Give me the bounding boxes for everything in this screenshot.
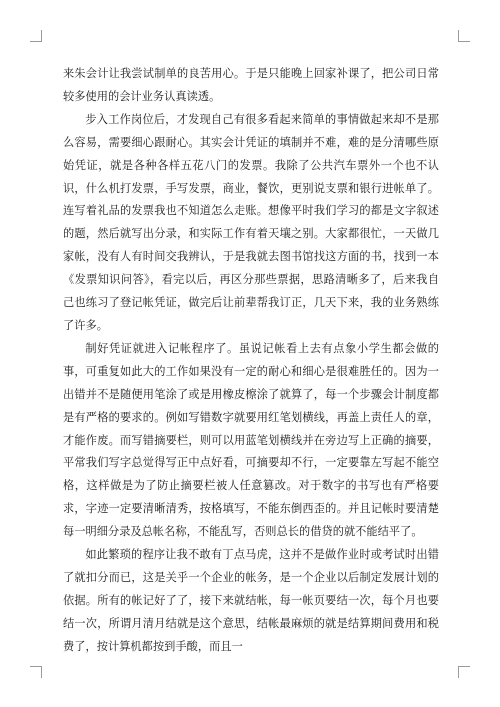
crop-mark-bottom-left [30, 666, 42, 678]
paragraph-bookkeeping: 制好凭证就进入记帐程序了。虽说记帐看上去有点象小学生都会做的事，可重复如此大的工作如果没有一定的耐心和细心是很难胜任的。因为一出错并不是随便用笔涂了或是用橡皮檫涂了就算了，每一个步骤会计制度都是有严格的要求的。例如写错数字就要用红笔划横线，再盖上责任人的章，才能作废。而写错摘要栏，则可以用蓝笔划横线并在旁边写上正确的摘要，平常我们写字总觉得写正中点好看，可摘要却不行，一定要靠左写起不能空格，这样做是为了防止摘要栏被人任意篡改。对于数字的书写也有严格要求，字迹一定要清晰清秀，按格填写，不能东倒西歪的。并且记帐时要清楚每一明细分录及总帐名称，不能乱写，否则总长的借贷的就不能结平了。 [63, 341, 439, 539]
crop-mark-bottom-right [458, 666, 470, 678]
paragraph-continuation: 来朱会计让我尝试制单的良苦用心。于是只能晚上回家补课了，把公司日常较多使用的会计业务认真读透。 [63, 67, 439, 103]
paragraph-closing-accounts: 如此繁琐的程序让我不敢有丁点马虎，这并不是做作业时或考试时出错了就扣分而已，这是关乎一个企业的帐务，是一个企业以后制定发展计划的依据。所有的帐记好了了，接下来就结帐，每一帐页要结一次，每个月也要结一次，所谓月清月结就是这个意思，结帐最麻烦的就是结算期间费用和税费了，按计算机都按到手酸，而且一 [63, 548, 439, 653]
crop-mark-top-right [458, 30, 470, 42]
paragraph-job-start: 步入工作岗位后，才发现自己有很多看起来简单的事情做起来却不是那么容易，需要细心跟耐心。其实会计凭证的填制并不难，难的是分清哪些原始凭证，就是各种各样五花八门的发票。我除了公共汽车票外一个也不认识，什么机打发票，手写发票，商业，餐饮，更别说支票和银行进帐单了。连写着礼品的发票我也不知道怎么走账。想像平时我们学习的都是文字叙述的题，然后就写出分录，和实际工作有着天壤之别。大家都很忙，一天做几家帐，没有人有时间交我辨认，于是我就去图书馆找这方面的书，找到一本《发票知识问答》，看完以后，再区分那些票据，思路清晰多了，后来我自己也练习了登记帐凭证，做完后让前辈帮我订正，几天下来，我的业务熟练了许多。 [63, 112, 439, 332]
crop-mark-top-left [30, 30, 42, 42]
document-body [63, 63, 439, 659]
